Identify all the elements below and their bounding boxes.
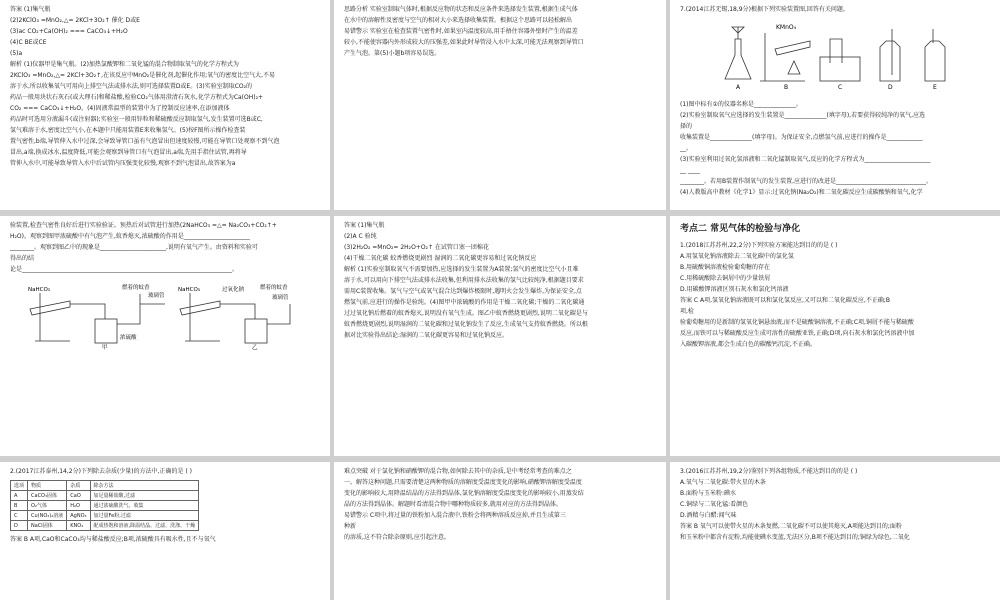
text-line: 反应,而铁可以与稀硫酸反应生成可溶性的硫酸亚铁,正确;D项,向石灰水和氯化钙溶液中加 [680,330,915,337]
text-line: H₂O)。观察到图甲浓硫酸中有气泡产生,蚊香熄灭,浓硫酸的作用是______________________ [10,233,250,240]
table-row [11,511,199,521]
table-cell: C [11,511,28,521]
table-cell: D [11,521,28,531]
figure-label-kmno4: KMnO₄ [776,24,797,31]
text-line: 和玉米粉中都含有淀粉,均能使碘水变蓝,无法区分,B项不能达到目的;铜绿为绿色,二氧化 [680,534,910,541]
text-line: 答案 B A项,CaO和CaCO₃均与稀盐酸反应;B项,浓硫酸具有吸水性,且不与氧气 [10,536,216,543]
text-line: (1)图中标有①的仪器名称是______________。 [680,101,802,108]
doc-page-7 [0,462,330,600]
text-line: __。 [680,145,693,152]
text-line: (4)C BE或CE [10,39,47,46]
text-line: 入碳酸钾溶液,都会生成白色的碳酸钙沉淀,不正确。 [680,341,816,348]
experiment-diagram [10,279,310,351]
text-line: 3.(2016江苏苏州,19,2分)鉴别下列各组物质,不能达到目的的是 ( ) [680,468,858,475]
figure-label: 甲 [102,345,108,351]
figure-label: 玻璃管 [148,293,165,299]
text-line: 得出的结 [10,255,35,262]
text-line: 冒出,a端,换成冰水,温度降低,可能会观察到导管口有气泡冒出,a端,先用手指住试管,再将导 [10,149,247,156]
figure-label-a: A [736,84,741,91]
table-cell: CaCO₃固体 [28,491,67,501]
text-line: 论是______________________________________________________________________。 [10,266,239,273]
table-cell: NaCl固体 [28,521,67,531]
text-line: 易错警示 实验室在检查装置气密性时,如果室内温度较高,用手捂住容器外壁时产生的温差 [344,28,578,35]
table-row [11,521,199,531]
figure-label-d: D [888,84,893,91]
text-line: 药品时可选用分液漏斗(或注射器);实验室一般用锌粒和稀硫酸反应制取氢气,发生装置可选B或C, [10,116,263,123]
text-line: 择的 [680,123,693,130]
doc-page-5 [334,216,666,456]
text-line: (5)a [10,50,23,57]
figure-label: 乙 [252,345,258,351]
table-cell: 配成热饱和溶液,降温结晶、过滤、洗涤、干燥 [90,521,199,531]
doc-page-2 [334,0,666,210]
text-line: (2)实验室制取氧气应选择的发生装置是______________(填字母),若要获得较纯净的氧气,应选 [680,112,925,119]
text-line: CO₂ === CaCO₃↓+H₂O。(4)固液常温型的装置中为了控制反应速率,在添加液体 [10,105,230,112]
table-cell: H₂O [67,501,90,511]
text-line: 种新 [344,523,357,530]
text-line: (2)A C 验纯 [344,233,377,240]
table-cell: KNO₃ [67,521,90,531]
text-line: 置气密性,b端,导管伸入水中过深,会导致导管口虽有气泡冒出但速度较慢,可能在导管口处观察不到气泡 [10,138,280,145]
table-header-row [11,481,199,491]
impurity-table [10,480,199,531]
table-cell: 通过浓硫酸洗气、收集 [90,501,199,511]
doc-page-9 [670,462,1000,600]
text-line: 燃氢气前,应进行的操作是验纯。(4)图甲中浓硫酸的作用是干燥二氧化碳;干燥的二氧化碳通 [344,299,585,306]
text-line: 溶于水,所以收集氧气可用向上排空气法或排水法,则可选择装置D或E。(3)实验室制取CO₂的 [10,83,253,90]
figure-label: NaHCO₃ [28,287,50,293]
section-heading: 考点二 常见气体的检验与净化 [680,224,801,234]
text-line: 难点突破 对于氯化钠和硝酸钾的混合物,如何除去其中的杂质,是中考经常考查的难点之 [344,468,572,475]
table-cell: A [11,491,28,501]
figure-label-e: E [933,84,937,91]
experiment-figure [10,279,320,355]
table-header-cell: 杂质 [67,481,90,491]
text-line: (2)2KClO₃ =MnO₂,△= 2KCl+3O₂↑ 催化 D或E [10,17,140,24]
table-header-cell: 选项 [11,481,28,491]
text-line: 2.(2017江苏泰州,14,2分)下列除去杂质(少量)的方法中,正确的是 ( ) [10,468,193,475]
text-line: 验葡萄糖用的是新制的氢氧化铜悬浊液,而不是硫酸铜溶液,不正确;C项,铜屑不能与稀硫酸 [680,319,914,326]
text-line: A.氧气与二氧化碳:带火星的木条 [680,479,766,486]
text-line: 药品一般用块状石灰石(或大理石)和稀盐酸,检验CO₂气体用澄清石灰水,化学方程式为Ca(OH)₂+ [10,94,264,101]
apparatus-figure [680,19,990,95]
table-cell: CaO [67,491,90,501]
text-line: 解析 (1)实验室制取氧气不需要加热,应选择的发生装置为A装置;氢气的密度比空气小且难 [344,266,579,273]
text-line: 蚊香燃烧更剧烈,说明湿润的二氧化碳和过氧化钠发生了反应,生成氧气支持蚊香燃烧。所以根 [344,321,588,328]
text-line: 在水中的溶解性及密度与空气的相对大小来选择收集装置。根据这个思路可以轻松解出 [344,17,573,24]
text-line: 需用C装置收集。氢气与空气或氧气混合达到爆炸极限时,遇明火会发生爆炸,为保证安全,点 [344,288,582,295]
text-line: (3)实验室利用过氧化氢溶液和二氧化锰制取氧气,反应的化学方程式为______________________ [680,156,931,163]
text-line: 1.(2018江苏苏州,22,2分)下列实验方案能达到目的的是 ( ) [680,242,838,249]
table-cell: B [11,501,28,511]
text-line: 易错警示 C项中,将过量的铁粉加入混合液中,铁粉会将两种溶质反应掉,并且生成第三 [344,512,566,519]
text-line: C.用稀硫酸除去铜屑中的少量铁屑 [680,275,771,282]
doc-page-6 [670,216,1000,456]
text-line: A.用氢氧化钠溶液除去二氧化碳中的氯化氢 [680,253,794,260]
text-line: 答案 (1)集气瓶 [344,222,385,229]
figure-label-c: C [838,84,843,91]
table-cell: 加足量稀盐酸,过滤 [90,491,199,501]
text-line: (4)干燥二氧化碳 蚊香燃烧更剧烈 湿润的二氧化碳更容易和过氧化钠反应 [344,255,537,262]
doc-page-8 [334,462,666,600]
text-line: (3)ac CO₂+Ca(OH)₂ === CaCO₃↓+H₂O [10,28,128,35]
table-cell: 加过量Fe粉,过滤 [90,511,199,521]
text-line: ________。观察到图乙中的现象是______________________,说明有氧气产生。由资料和实验可 [10,244,258,251]
text-line: 思路分析 实验室制取气体时,根据反应物的状态和反应条件来选择发生装置,根据生成气体 [344,6,578,13]
table-cell: Cu(NO₃)₂溶液 [28,511,67,521]
table-header-cell: 除杂方法 [90,481,199,491]
text-line: 据对比实验得出结论:湿润的二氧化碳更容易和过氧化钠反应。 [344,332,509,339]
text-line: 7.(2014江苏无锡,18,9分)根据下列实验装置图,回答有关问题。 [680,6,849,13]
text-line: 晶的方法得到晶体。解题时看清混合物中哪种物质较多,就用对应的方法得到晶体。 [344,501,562,508]
table-header-cell: 物质 [28,481,67,491]
table-row [11,491,199,501]
text-line: 变化的影响较大,用降温结晶的方法得到晶体,氯化钠溶解度受温度变化的影响较小,用蒸发结 [344,490,584,497]
text-line: 2KClO₃ =MnO₂,△= 2KCl+3O₂↑,在该反应中MnO₂是催化剂,起催化作用;氧气的密度比空气大,不易 [10,72,276,79]
text-line: 一。解答这种问题,只需要清楚这两种物质的溶解度受温度变化的影响,硝酸钾溶解度受温度 [344,479,582,486]
text-line: 产生气泡。第(5)小题b项容易误选。 [344,50,441,57]
doc-page-1 [0,0,330,210]
text-line: 氢气难溶于水,密度比空气小,在本题中只能用装置E来收集氢气。(5)按F图所示操作检查装 [10,127,246,134]
text-line: B.用硫酸铜溶液检验葡萄糖的存在 [680,264,771,271]
text-line: 解析 (1)仪器甲是集气瓶。(2)加热氯酸钾和二氧化锰的混合物制取氧气的化学方程式为 [10,61,239,68]
text-line: (3)2H₂O₂ =MnO₂= 2H₂O+O₂↑ 在试管口塞一团棉花 [344,244,489,251]
text-line: 收集装置是______________(填字母)。为保证安全,点燃氢气前,应进行的操作是____________ [680,134,923,141]
apparatus-diagram [680,19,980,91]
table-row [11,501,199,511]
text-line: 答案 C A项,氢氧化钠溶液既可以和氯化氢反应,又可以和二氧化碳反应,不正确;B [680,297,890,304]
text-line: 答案 (1)集气瓶 [10,6,51,13]
text-line: 较小,不能使容器内外形成较大的压强差,如果此时导管浸入水中太深,可能无法观察到导管口 [344,39,584,46]
text-line: D.酒精与白醋:闻气味 [680,512,737,519]
table-cell: AgNO₃ [67,511,90,521]
text-line: 过过氧化钠后燃着的蚊香熄灭,说明没有氧气生成。图乙中蚊香燃烧更剧烈,说明二氧化碳是与 [344,310,588,317]
text-line: ________。若用B装置作制氧气的发生装置,应进行的改进是______________________________。 [680,178,933,185]
doc-page-3 [670,0,1000,210]
text-line: C.铜绿与二氧化锰:看颜色 [680,501,749,508]
figure-label: 燃着的蚊香 [260,285,288,291]
figure-label: 燃着的蚊香 [122,285,150,291]
text-line: B.面粉与玉米粉:碘水 [680,490,737,497]
text-line: D.用碳酸钾溶液区别石灰水和氯化钙溶液 [680,286,789,293]
text-line: 答案 B 氧气可以使带火星的木条复燃,二氧化碳不可以使其熄灭,A项能达到目的;面粉 [680,523,902,530]
doc-page-4 [0,216,330,456]
text-line: 溶于水,可以用向下排空气法或排水法收集,但利用排水法收集的氢气比较纯净,根据题目要求 [344,277,584,284]
figure-label: 浓硫酸 [120,335,137,341]
text-line: 验装置,检查气密性良好后进行实验验证。预热后对试管进行加热(2NaHCO₃ =△= Na₂CO₃+CO₂↑+ [10,222,277,229]
text-line: 管伸入水中,可能导致导管入水中后试管内压强变化较慢,观察不到气泡冒出,故答案为a [10,160,236,167]
text-line: 的溶质,这不符合除杂原则,应引起注意。 [344,534,450,541]
figure-label: NaHCO₃ [178,287,200,293]
figure-label: 过氧化钠 [222,287,245,293]
text-line: 项,检 [680,308,694,315]
text-line: (4)人教版高中教材《化学1》显示:过氧化钠(Na₂O₂)和二氧化碳反应生成碳酸钠和氧气,化学 [680,189,923,196]
text-line: __ ____ [680,167,700,174]
figure-label: 玻璃管 [272,295,289,301]
table-cell: O₂气体 [28,501,67,511]
figure-label-b: B [784,84,789,91]
